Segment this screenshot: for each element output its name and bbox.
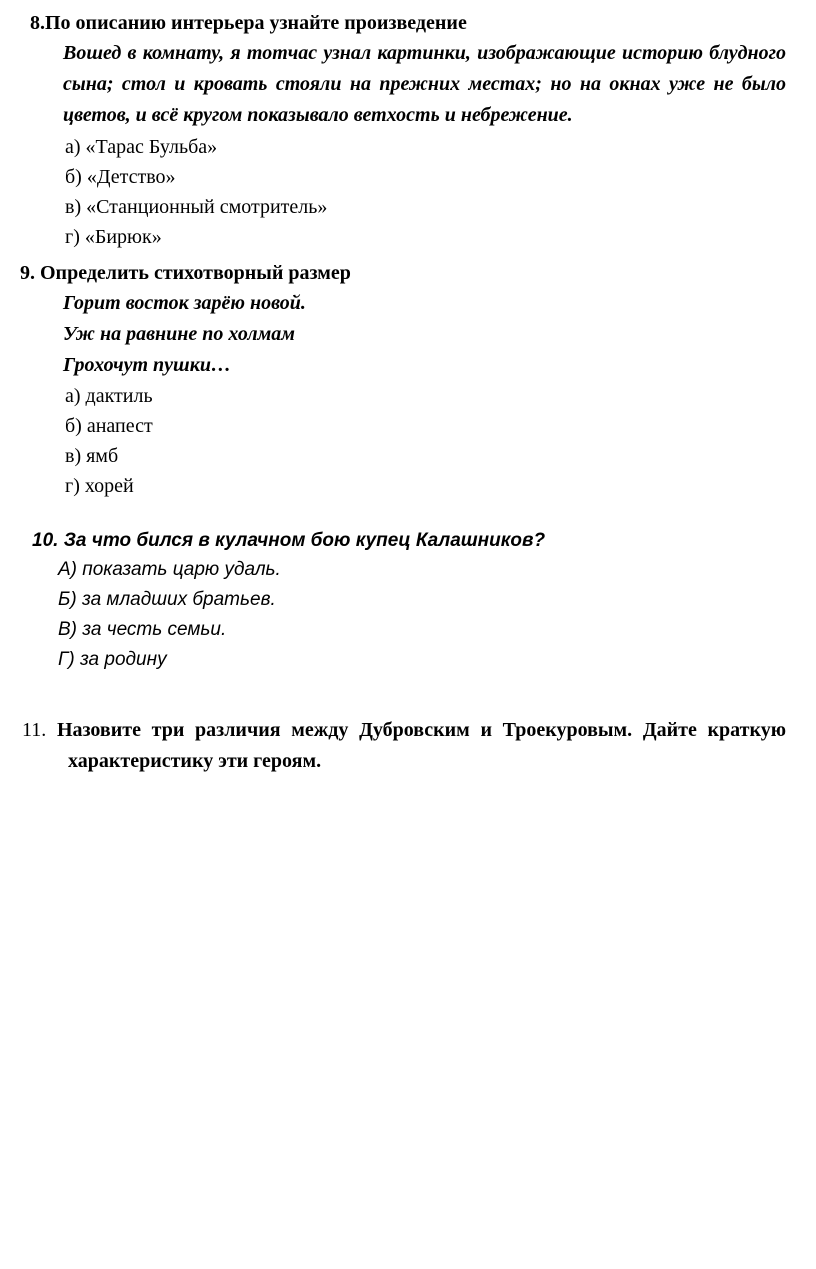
question-9-heading: 9. Определить стихотворный размер [20, 262, 351, 284]
question-10-option-v: В) за честь семьи. [58, 619, 227, 640]
question-11-body: Назовите три различия между Дубровским и Троекуровым. Дайте краткую характеристику эти героям. [56, 719, 786, 772]
question-8-option-v: в) «Станционный смотритель» [65, 196, 328, 218]
question-9-verse-line-2: Уж на равнине по холмам [63, 323, 296, 345]
question-10-option-a: А) показать царю удаль. [58, 559, 281, 580]
question-9-option-v: в) ямб [65, 445, 119, 467]
question-8-option-g: г) «Бирюк» [65, 226, 162, 248]
question-10-heading: 10. За что бился в кулачном бою купец Калашников? [32, 530, 546, 551]
question-9-option-a: а) дактиль [65, 385, 153, 407]
question-11-number: 11. [22, 719, 47, 741]
question-10-option-g: Г) за родину [58, 649, 167, 670]
question-8-option-a: а) «Тарас Бульба» [65, 136, 218, 158]
question-9-option-g: г) хорей [65, 475, 134, 497]
question-9-verse-line-1: Горит восток зарёю новой. [63, 292, 306, 314]
question-8-quote: Вошед в комнату, я тотчас узнал картинки, изображающие историю блудного сына; стол и кровать стояли на прежних местах; но на окнах уже не было цветов, и всё кругом показывало ветхость и небрежение. [63, 42, 786, 126]
question-9-verse-line-3: Грохочут пушки… [63, 354, 231, 376]
question-10 [30, 527, 786, 675]
question-8 [30, 8, 786, 252]
question-11 [22, 715, 786, 777]
question-9 [20, 258, 786, 501]
question-8-heading: 8.По описанию интерьера узнайте произведение [30, 12, 467, 34]
question-11-text [22, 715, 786, 777]
question-8-option-b: б) «Детство» [65, 166, 176, 188]
question-9-option-b: б) анапест [65, 415, 153, 437]
question-10-option-b: Б) за младших братьев. [58, 589, 276, 610]
